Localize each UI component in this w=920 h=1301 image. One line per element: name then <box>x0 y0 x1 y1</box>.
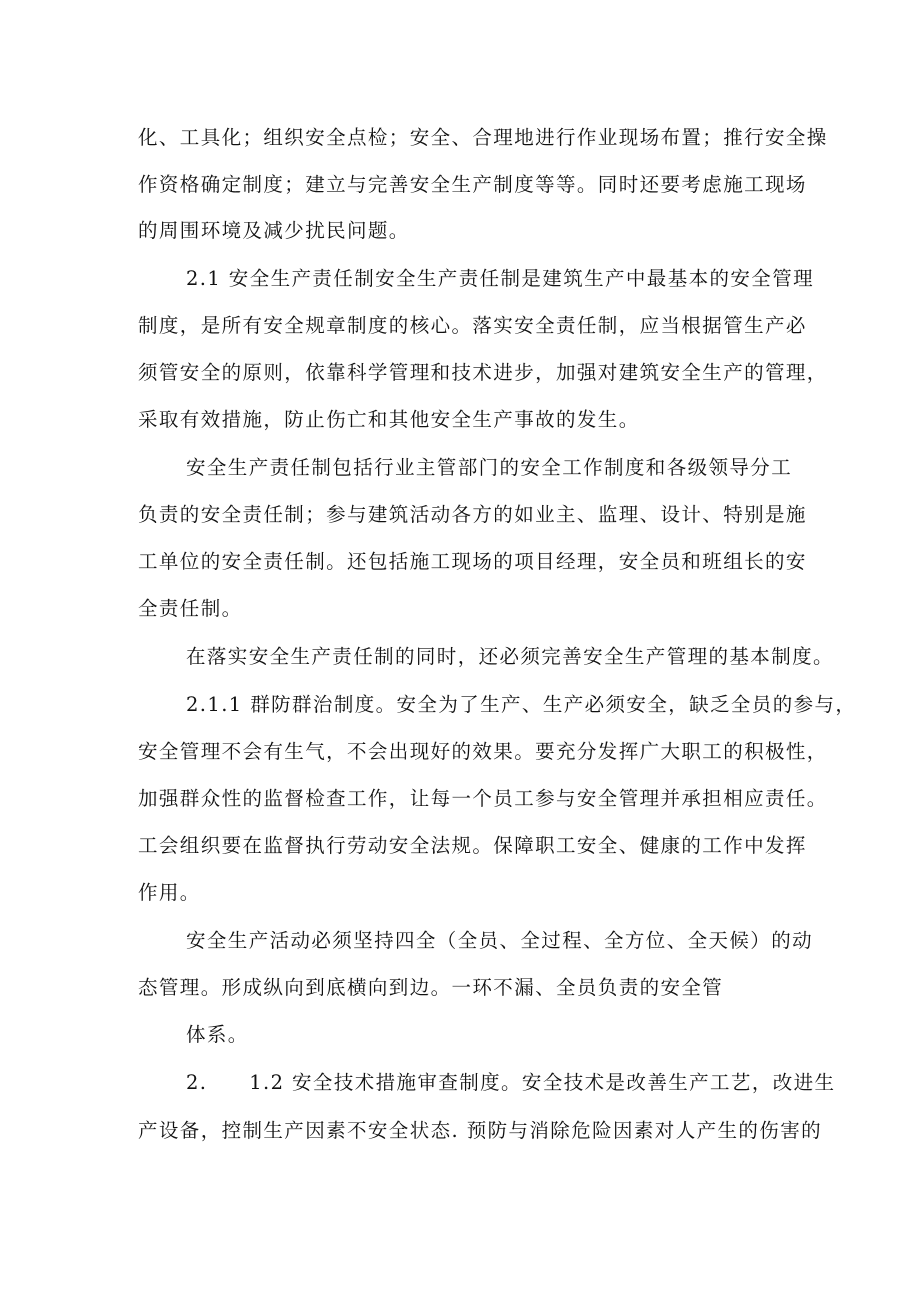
text-line-8: 安全生产责任制包括行业主管部门的安全工作制度和各级领导分工 <box>186 456 793 479</box>
text-line-11: 全责任制。 <box>138 597 243 620</box>
text-line-5: 制度，是所有安全规章制度的核心。落实安全责任制，应当根据管生产必 <box>138 314 807 337</box>
text-line-12: 在落实安全生产责任制的同时，还必须完善安全生产管理的基本制度。 <box>186 645 834 668</box>
text-line-14: 安全管理不会有生气，不会出现好的效果。要充分发挥广大职工的积极性， <box>138 740 828 763</box>
text-line-6: 须管安全的原则，依靠科学管理和技术进步，加强对建筑安全生产的管理， <box>138 361 828 384</box>
text-line-20: 体系。 <box>186 1023 249 1046</box>
text-line-15: 加强群众性的监督检查工作，让每一个员工参与安全管理并承担相应责任。 <box>138 787 828 810</box>
text-line-7: 采取有效措施，防止伤亡和其他安全生产事故的发生。 <box>138 408 640 431</box>
text-line-16: 工会组织要在监督执行劳动安全法规。保障职工安全、健康的工作中发挥 <box>138 834 807 857</box>
text-line-22: 产设备，控制生产因素不安全状态. 预防与消除危险因素对人产生的伤害的 <box>138 1119 822 1142</box>
text-line-19: 态管理。形成纵向到底横向到边。一环不漏、全员负责的安全管 <box>138 976 724 999</box>
text-line-9: 负责的安全责任制；参与建筑活动各方的如业主、监理、设计、特别是施 <box>138 503 807 526</box>
text-line-2: 作资格确定制度；建立与完善安全生产制度等等。同时还要考虑施工现场 <box>138 173 807 196</box>
text-line-1: 化、工具化；组织安全点检；安全、合理地进行作业现场布置；推行安全操 <box>138 126 828 149</box>
text-line-18: 安全生产活动必须坚持四全（全员、全过程、全方位、全天候）的动 <box>186 929 814 952</box>
text-line-4: 2.1 安全生产责任制安全生产责任制是建筑生产中最基本的安全管理 <box>186 267 815 290</box>
text-line-3: 的周围环境及减少扰民问题。 <box>138 219 410 242</box>
text-line-13: 2.1.1 群防群治制度。安全为了生产、生产必须安全，缺乏全员的参与， <box>186 693 857 716</box>
text-line-10: 工单位的安全责任制。还包括施工现场的项目经理，安全员和班组长的安 <box>138 550 807 573</box>
text-line-17: 作用。 <box>138 881 201 904</box>
text-line-21: 2. 1.2 安全技术措施审查制度。安全技术是改善生产工艺，改进生 <box>186 1071 836 1094</box>
